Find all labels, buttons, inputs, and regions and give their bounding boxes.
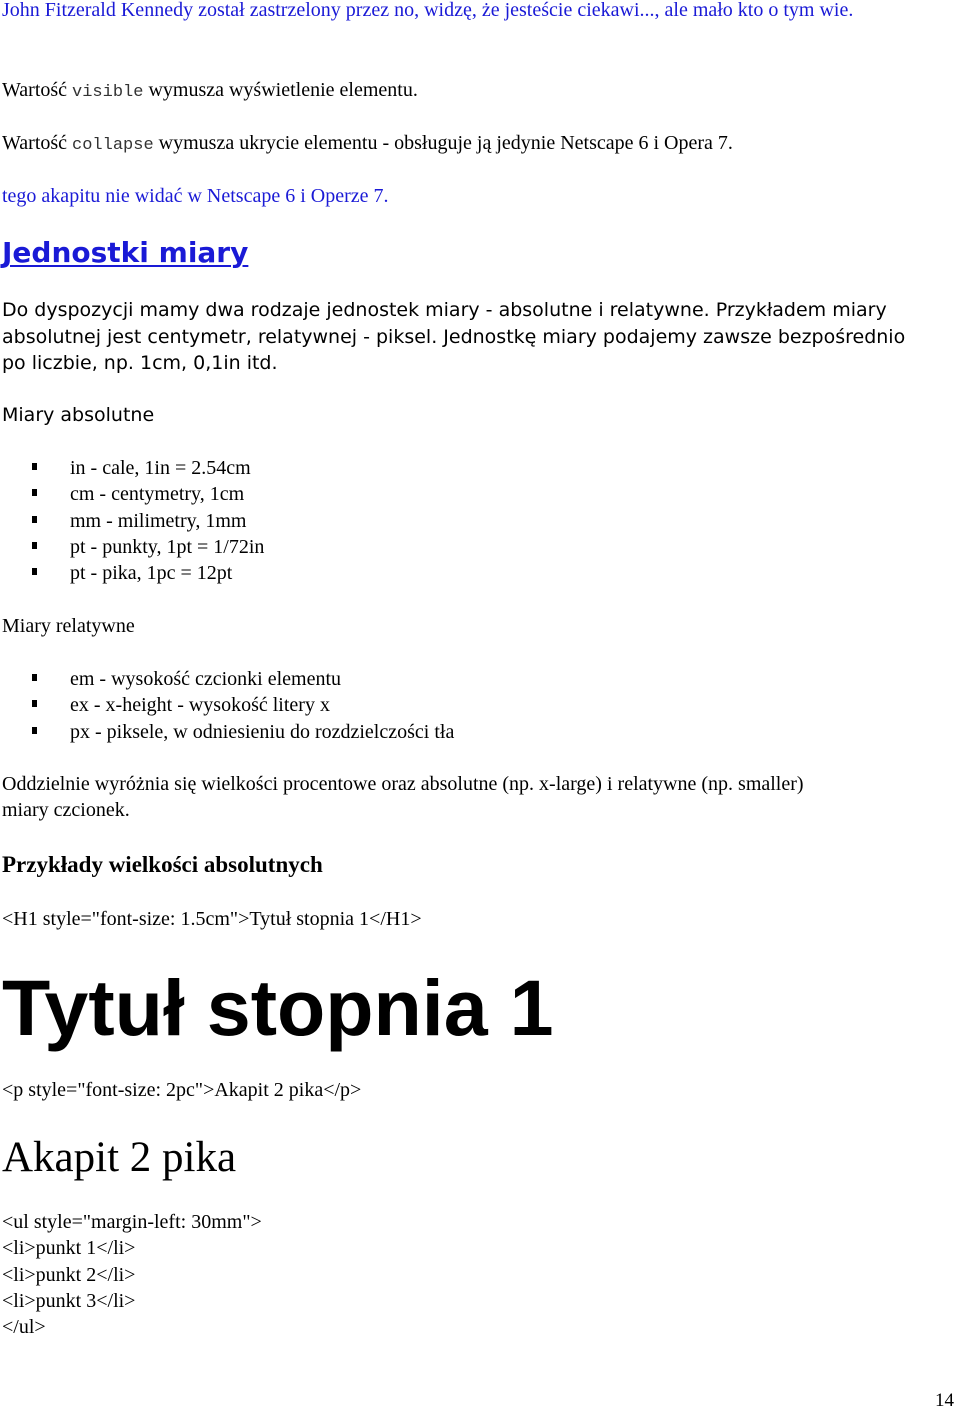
visible-code: visible	[72, 83, 144, 102]
list-item-text: in - cale, 1in = 2.54cm	[70, 457, 251, 479]
page-number: 14	[935, 1390, 954, 1411]
square-bullet-icon	[32, 727, 37, 734]
font-size-note-line-1: Oddzielnie wyróżnia się wielkości procentowe oraz absolutne (np. x-large) i relatywne (np. smaller)	[2, 773, 804, 795]
visible-sentence	[2, 77, 418, 106]
collapse-prefix: Wartość	[2, 132, 68, 154]
square-bullet-icon	[32, 463, 37, 470]
list-item-text: px - piksele, w odniesieniu do rozdzielczości tła	[70, 720, 455, 743]
square-bullet-icon	[32, 700, 37, 707]
list-item-text: cm - centymetry, 1cm	[70, 483, 245, 506]
kennedy-link-line[interactable]: John Fitzerald Kennedy został zastrzelony przez no, widzę, że jesteście ciekawi..., ale mało kto o tym wie.	[2, 0, 854, 21]
section-description: Do dyspozycji mamy dwa rodzaje jednostek miary - absolutne i relatywne. Przykładem miary absolutnej jest centymetr, relatywnej - piksel. Jednostkę miary podajemy zawsze bezpośrednio po liczbie, np. 1cm, 0,1in itd.	[2, 299, 906, 374]
collapse-code: collapse	[72, 136, 154, 155]
font-size-note-line-2: miary czcionek.	[2, 799, 130, 821]
code-line: <li>punkt 1</li>	[2, 1237, 136, 1260]
h1-rendered-example: Tytuł stopnia 1	[2, 963, 554, 1052]
hidden-paragraph: tego akapitu nie widać w Netscape 6 i Operze 7.	[2, 185, 389, 207]
absolute-units-label: Miary absolutne	[2, 404, 155, 426]
square-bullet-icon	[32, 489, 37, 496]
examples-heading: Przykłady wielkości absolutnych	[2, 852, 323, 877]
list-item-text: mm - milimetry, 1mm	[70, 509, 247, 532]
collapse-suffix: wymusza ukrycie elementu - obsługuje ją jedynie Netscape 6 i Opera 7.	[158, 132, 733, 154]
list-item-text: pt - pika, 1pc = 12pt	[70, 562, 233, 585]
list-item-text: em - wysokość czcionki elementu	[70, 668, 342, 690]
p-code-line: <p style="font-size: 2pc">Akapit 2 pika</p>	[2, 1079, 362, 1101]
collapse-sentence	[2, 130, 733, 159]
visible-prefix: Wartość	[2, 79, 68, 101]
visible-suffix: wymusza wyświetlenie elementu.	[148, 79, 418, 101]
list-item-text: pt - punkty, 1pt = 1/72in	[70, 535, 265, 558]
code-line: <li>punkt 3</li>	[2, 1289, 136, 1312]
ul-code-block	[2, 1209, 262, 1340]
square-bullet-icon	[32, 542, 37, 549]
code-line: </ul>	[2, 1316, 46, 1339]
code-line: <li>punkt 2</li>	[2, 1263, 136, 1286]
relative-units-label: Miary relatywne	[2, 615, 135, 637]
section-title[interactable]: Jednostki miary	[2, 236, 249, 269]
square-bullet-icon	[32, 674, 37, 681]
square-bullet-icon	[32, 568, 37, 575]
h1-code-line: <H1 style="font-size: 1.5cm">Tytuł stopnia 1</H1>	[2, 908, 422, 930]
square-bullet-icon	[32, 516, 37, 523]
list-item-text: ex - x-height - wysokość litery x	[70, 694, 330, 717]
p-rendered-example: Akapit 2 pika	[2, 1134, 237, 1181]
code-line: <ul style="margin-left: 30mm">	[2, 1211, 262, 1233]
